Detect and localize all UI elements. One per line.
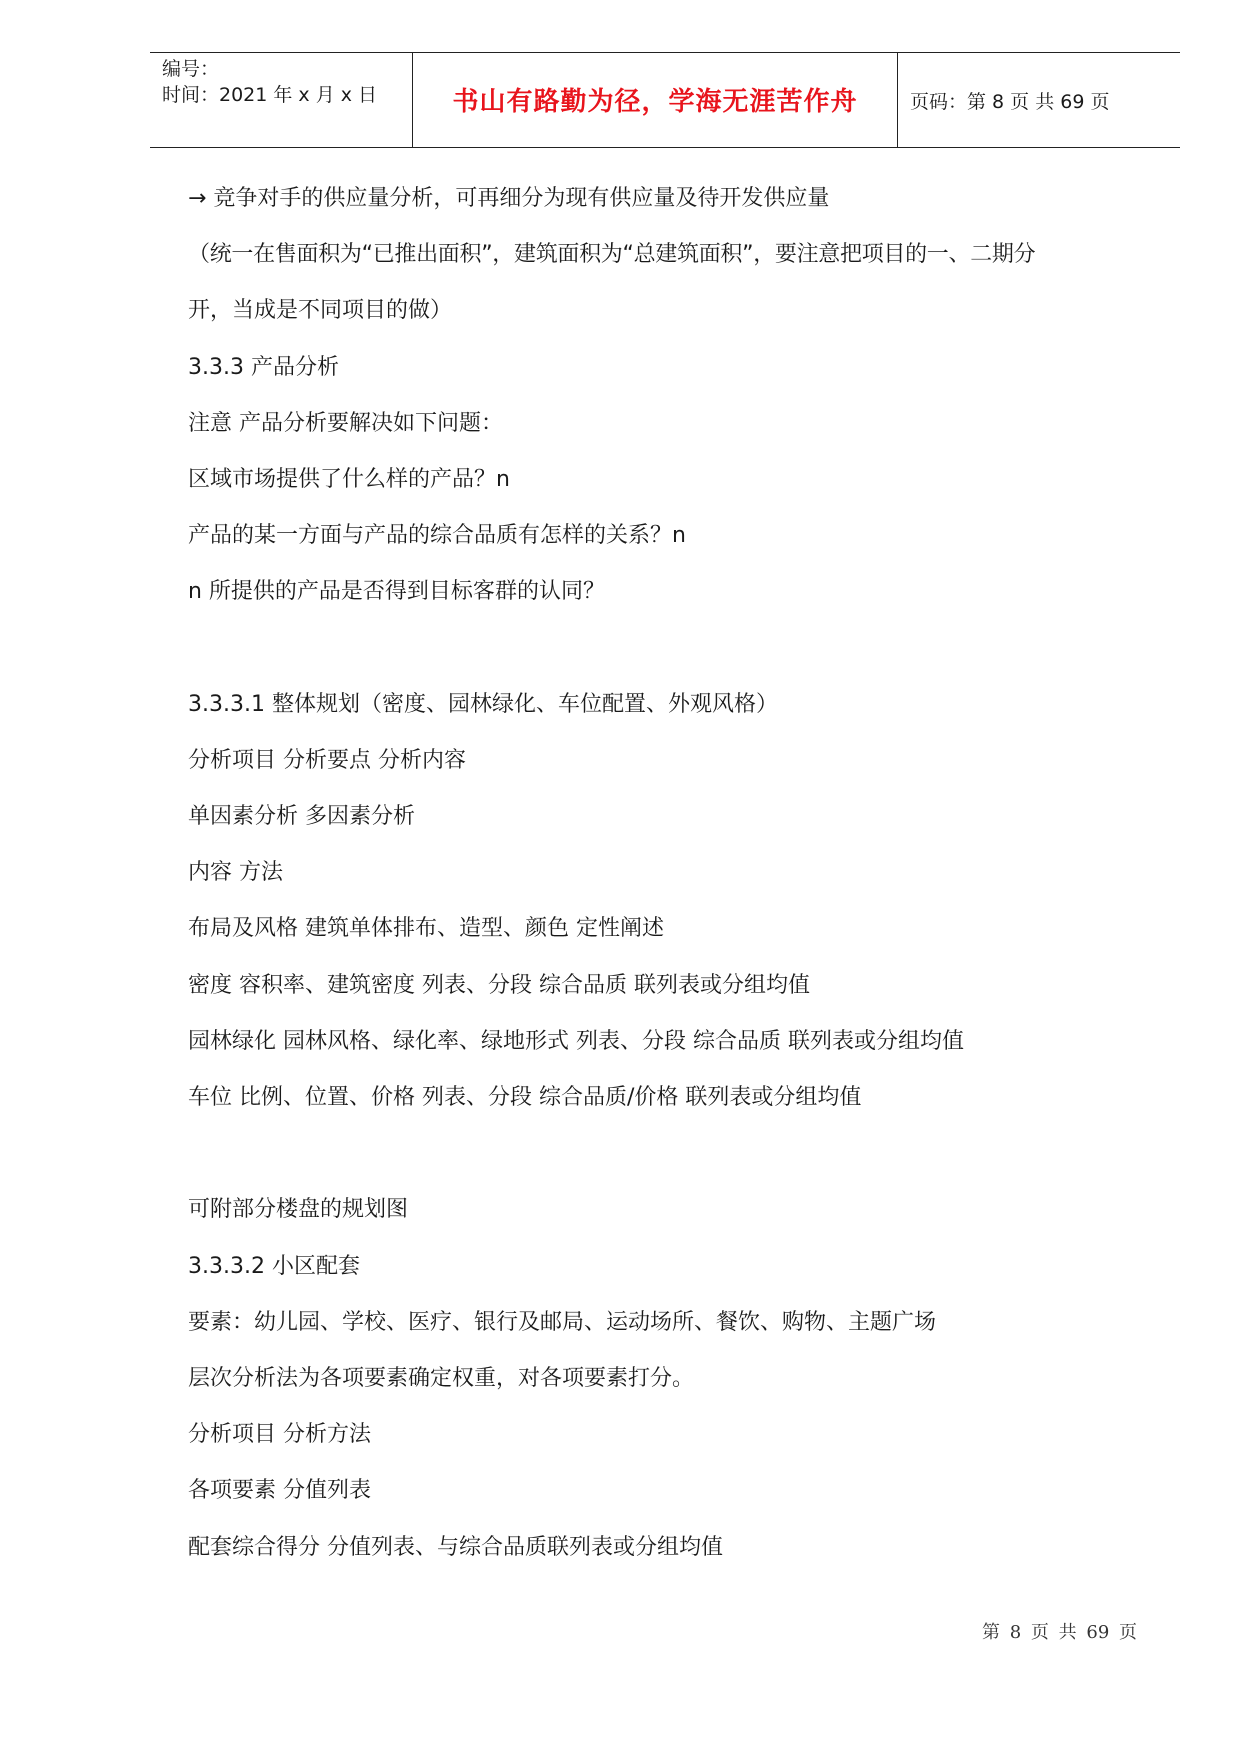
text-line: n 所提供的产品是否得到目标客群的认同？ bbox=[188, 579, 605, 605]
header-page-info: 页码：第 8 页 共 69 页 bbox=[910, 91, 1110, 113]
text-line: 内容 方法 bbox=[188, 860, 283, 886]
text-line: 单因素分析 多因素分析 bbox=[188, 804, 415, 830]
section-heading: 3.3.3.1 整体规划（密度、园林绿化、车位配置、外观风格） bbox=[188, 691, 778, 717]
text-line: 密度 容积率、建筑密度 列表、分段 综合品质 联列表或分组均值 bbox=[188, 972, 810, 998]
document-body bbox=[188, 182, 1148, 1587]
blank-line bbox=[188, 1137, 1148, 1193]
text-line: 各项要素 分值列表 bbox=[188, 1478, 371, 1504]
motto: 书山有路勤为径，学海无涯苦作舟 bbox=[452, 87, 858, 117]
header-motto-cell bbox=[412, 53, 898, 147]
section-heading: 3.3.3.2 小区配套 bbox=[188, 1253, 360, 1279]
header-page-cell bbox=[898, 53, 1180, 147]
text-line: 可附部分楼盘的规划图 bbox=[188, 1197, 409, 1223]
text-line: 分析项目 分析要点 分析内容 bbox=[188, 747, 466, 773]
date-label: 时间：2021 年 x 月 x 日 bbox=[162, 84, 378, 106]
text-line: 车位 比例、位置、价格 列表、分段 综合品质/价格 联列表或分组均值 bbox=[188, 1085, 862, 1110]
blank-line bbox=[188, 632, 1148, 688]
serial-label: 编号： bbox=[162, 58, 220, 80]
text-line: → 竞争对手的供应量分析，可再细分为现有供应量及待开发供应量 bbox=[188, 186, 830, 211]
page-footer: 第 8 页 共 69 页 bbox=[982, 1622, 1137, 1643]
text-line: 区域市场提供了什么样的产品？n bbox=[188, 466, 510, 492]
text-line: 配套综合得分 分值列表、与综合品质联列表或分组均值 bbox=[188, 1534, 723, 1560]
section-heading: 3.3.3 产品分析 bbox=[188, 354, 339, 380]
text-line: 注意 产品分析要解决如下问题： bbox=[188, 410, 503, 436]
text-line: 布局及风格 建筑单体排布、造型、颜色 定性阐述 bbox=[188, 916, 664, 942]
text-line: 层次分析法为各项要素确定权重，对各项要素打分。 bbox=[188, 1365, 695, 1391]
page-header bbox=[150, 52, 1180, 148]
text-line: 分析项目 分析方法 bbox=[188, 1422, 371, 1448]
text-line: 要素：幼儿园、学校、医疗、银行及邮局、运动场所、餐饮、购物、主题广场 bbox=[188, 1309, 937, 1335]
text-line: （统一在售面积为“已推出面积”，建筑面积为“总建筑面积”，要注意把项目的一、二期分 bbox=[188, 242, 1036, 268]
text-line: 开，当成是不同项目的做） bbox=[188, 298, 453, 324]
header-meta-cell bbox=[150, 53, 412, 147]
text-line: 园林绿化 园林风格、绿化率、绿地形式 列表、分段 综合品质 联列表或分组均值 bbox=[188, 1028, 964, 1054]
text-line: 产品的某一方面与产品的综合品质有怎样的关系？n bbox=[188, 523, 686, 549]
